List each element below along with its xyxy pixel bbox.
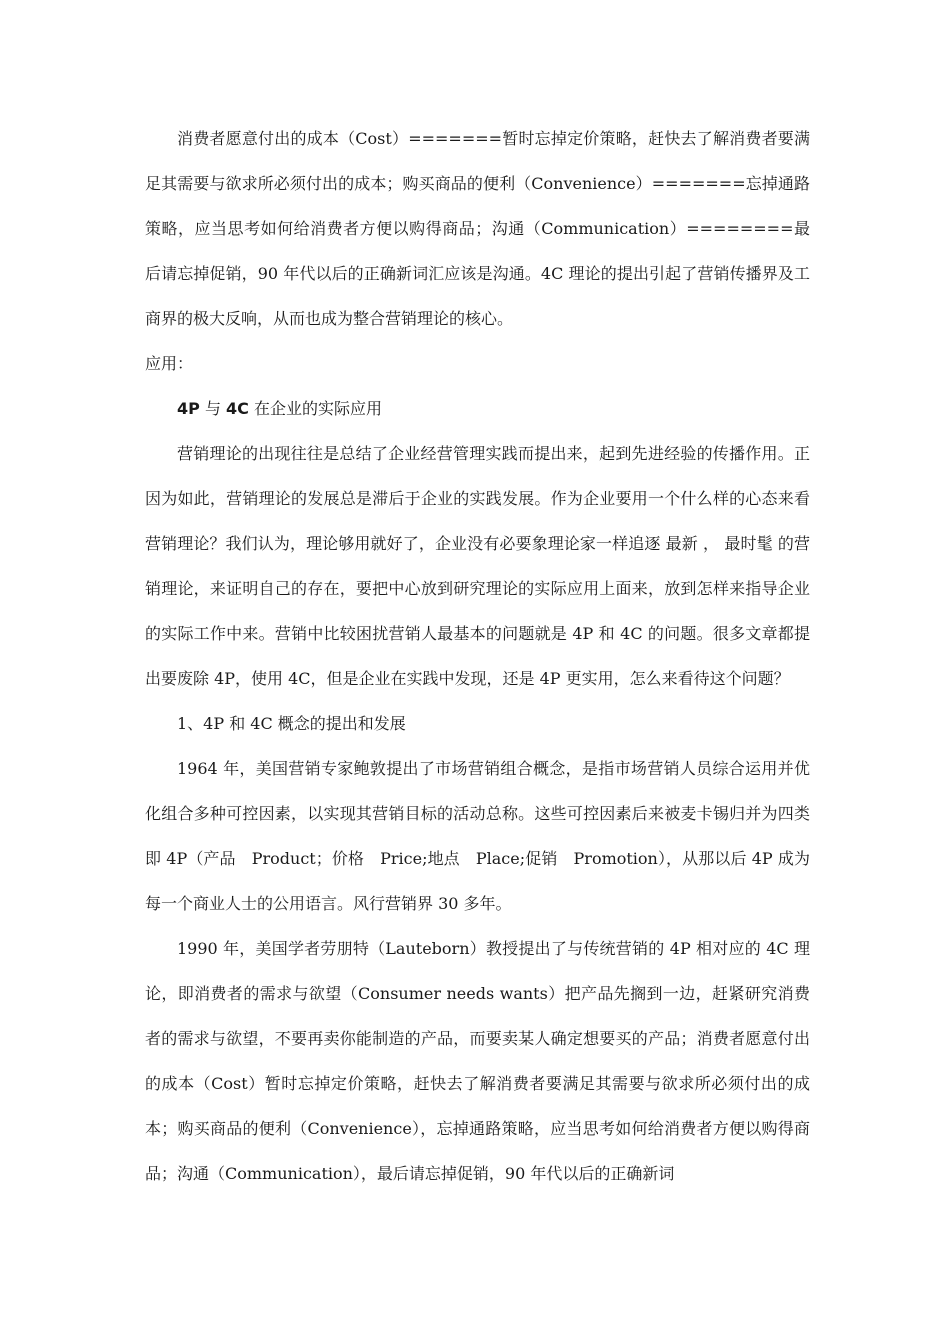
heading-4p: 4P xyxy=(177,399,200,418)
paragraph-1990: 1990 年，美国学者劳朋特（Lauteborn）教授提出了与传统营销的 4P 相对应的 4C 理论，即消费者的需求与欲望（Consumer needs wants）把产品先搁到一边，赶紧研究消费者的需求与欲望，不要再卖你能制造的产品，而要卖某人确定想要买的产品；消费者愿意付出的成本（Cost）暂时忘掉定价策略，赶快去了解消费者要满足其需要与欲求所必须付出的成本；购买商品的便利（Convenience），忘掉通路策略，应当思考如何给消费者方便以购得商品；沟通（Communication），最后请忘掉促销，90 年代以后的正确新词 xyxy=(145,939,810,1183)
heading-rest: 在企业的实际应用 xyxy=(248,399,383,418)
label-application: 应用： xyxy=(145,354,194,373)
heading-4c: 4C xyxy=(226,399,249,418)
paragraph-4c-summary: 消费者愿意付出的成本（Cost）=======暂时忘掉定价策略，赶快去了解消费者要满足其需要与欲求所必须付出的成本；购买商品的便利（Convenience）=======忘掉通路策略，应当思考如何给消费者方便以购得商品；沟通（Communication）========最后请忘掉促销，90 年代以后的正确新词汇应该是沟通。4C 理论的提出引起了营销传播界及工商界的极大反响，从而也成为整合营销理论的核心。 xyxy=(145,129,810,328)
paragraph-1964: 1964 年，美国营销专家鲍敦提出了市场营销组合概念，是指市场营销人员综合运用并优化组合多种可控因素，以实现其营销目标的活动总称。这些可控因素后来被麦卡锡归并为四类即 4P（产品 Product；价格 Price;地点 Place;促销 Promotion），从那以后 4P 成为每一个商业人士的公用语言。风行营销界 30 多年。 xyxy=(145,759,810,913)
heading-section-1: 1、4P 和 4C 概念的提出和发展 xyxy=(177,714,406,733)
heading-connector: 与 xyxy=(199,399,227,418)
heading-4p-4c-application xyxy=(145,386,810,431)
paragraph-marketing-theory: 营销理论的出现往往是总结了企业经营管理实践而提出来，起到先进经验的传播作用。正因为如此，营销理论的发展总是滞后于企业的实践发展。作为企业要用一个什么样的心态来看营销理论？我们认为，理论够用就好了，企业没有必要象理论家一样追逐 最新 ， 最时髦 的营销理论，来证明自己的存在，要把中心放到研究理论的实际应用上面来，放到怎样来指导企业的实际工作中来。营销中比较困扰营销人最基本的问题就是 4P 和 4C 的问题。很多文章都提出要废除 4P，使用 4C，但是企业在实践中发现，还是 4P 更实用，怎么来看待这个问题？ xyxy=(145,444,810,688)
document-page xyxy=(145,116,810,1196)
